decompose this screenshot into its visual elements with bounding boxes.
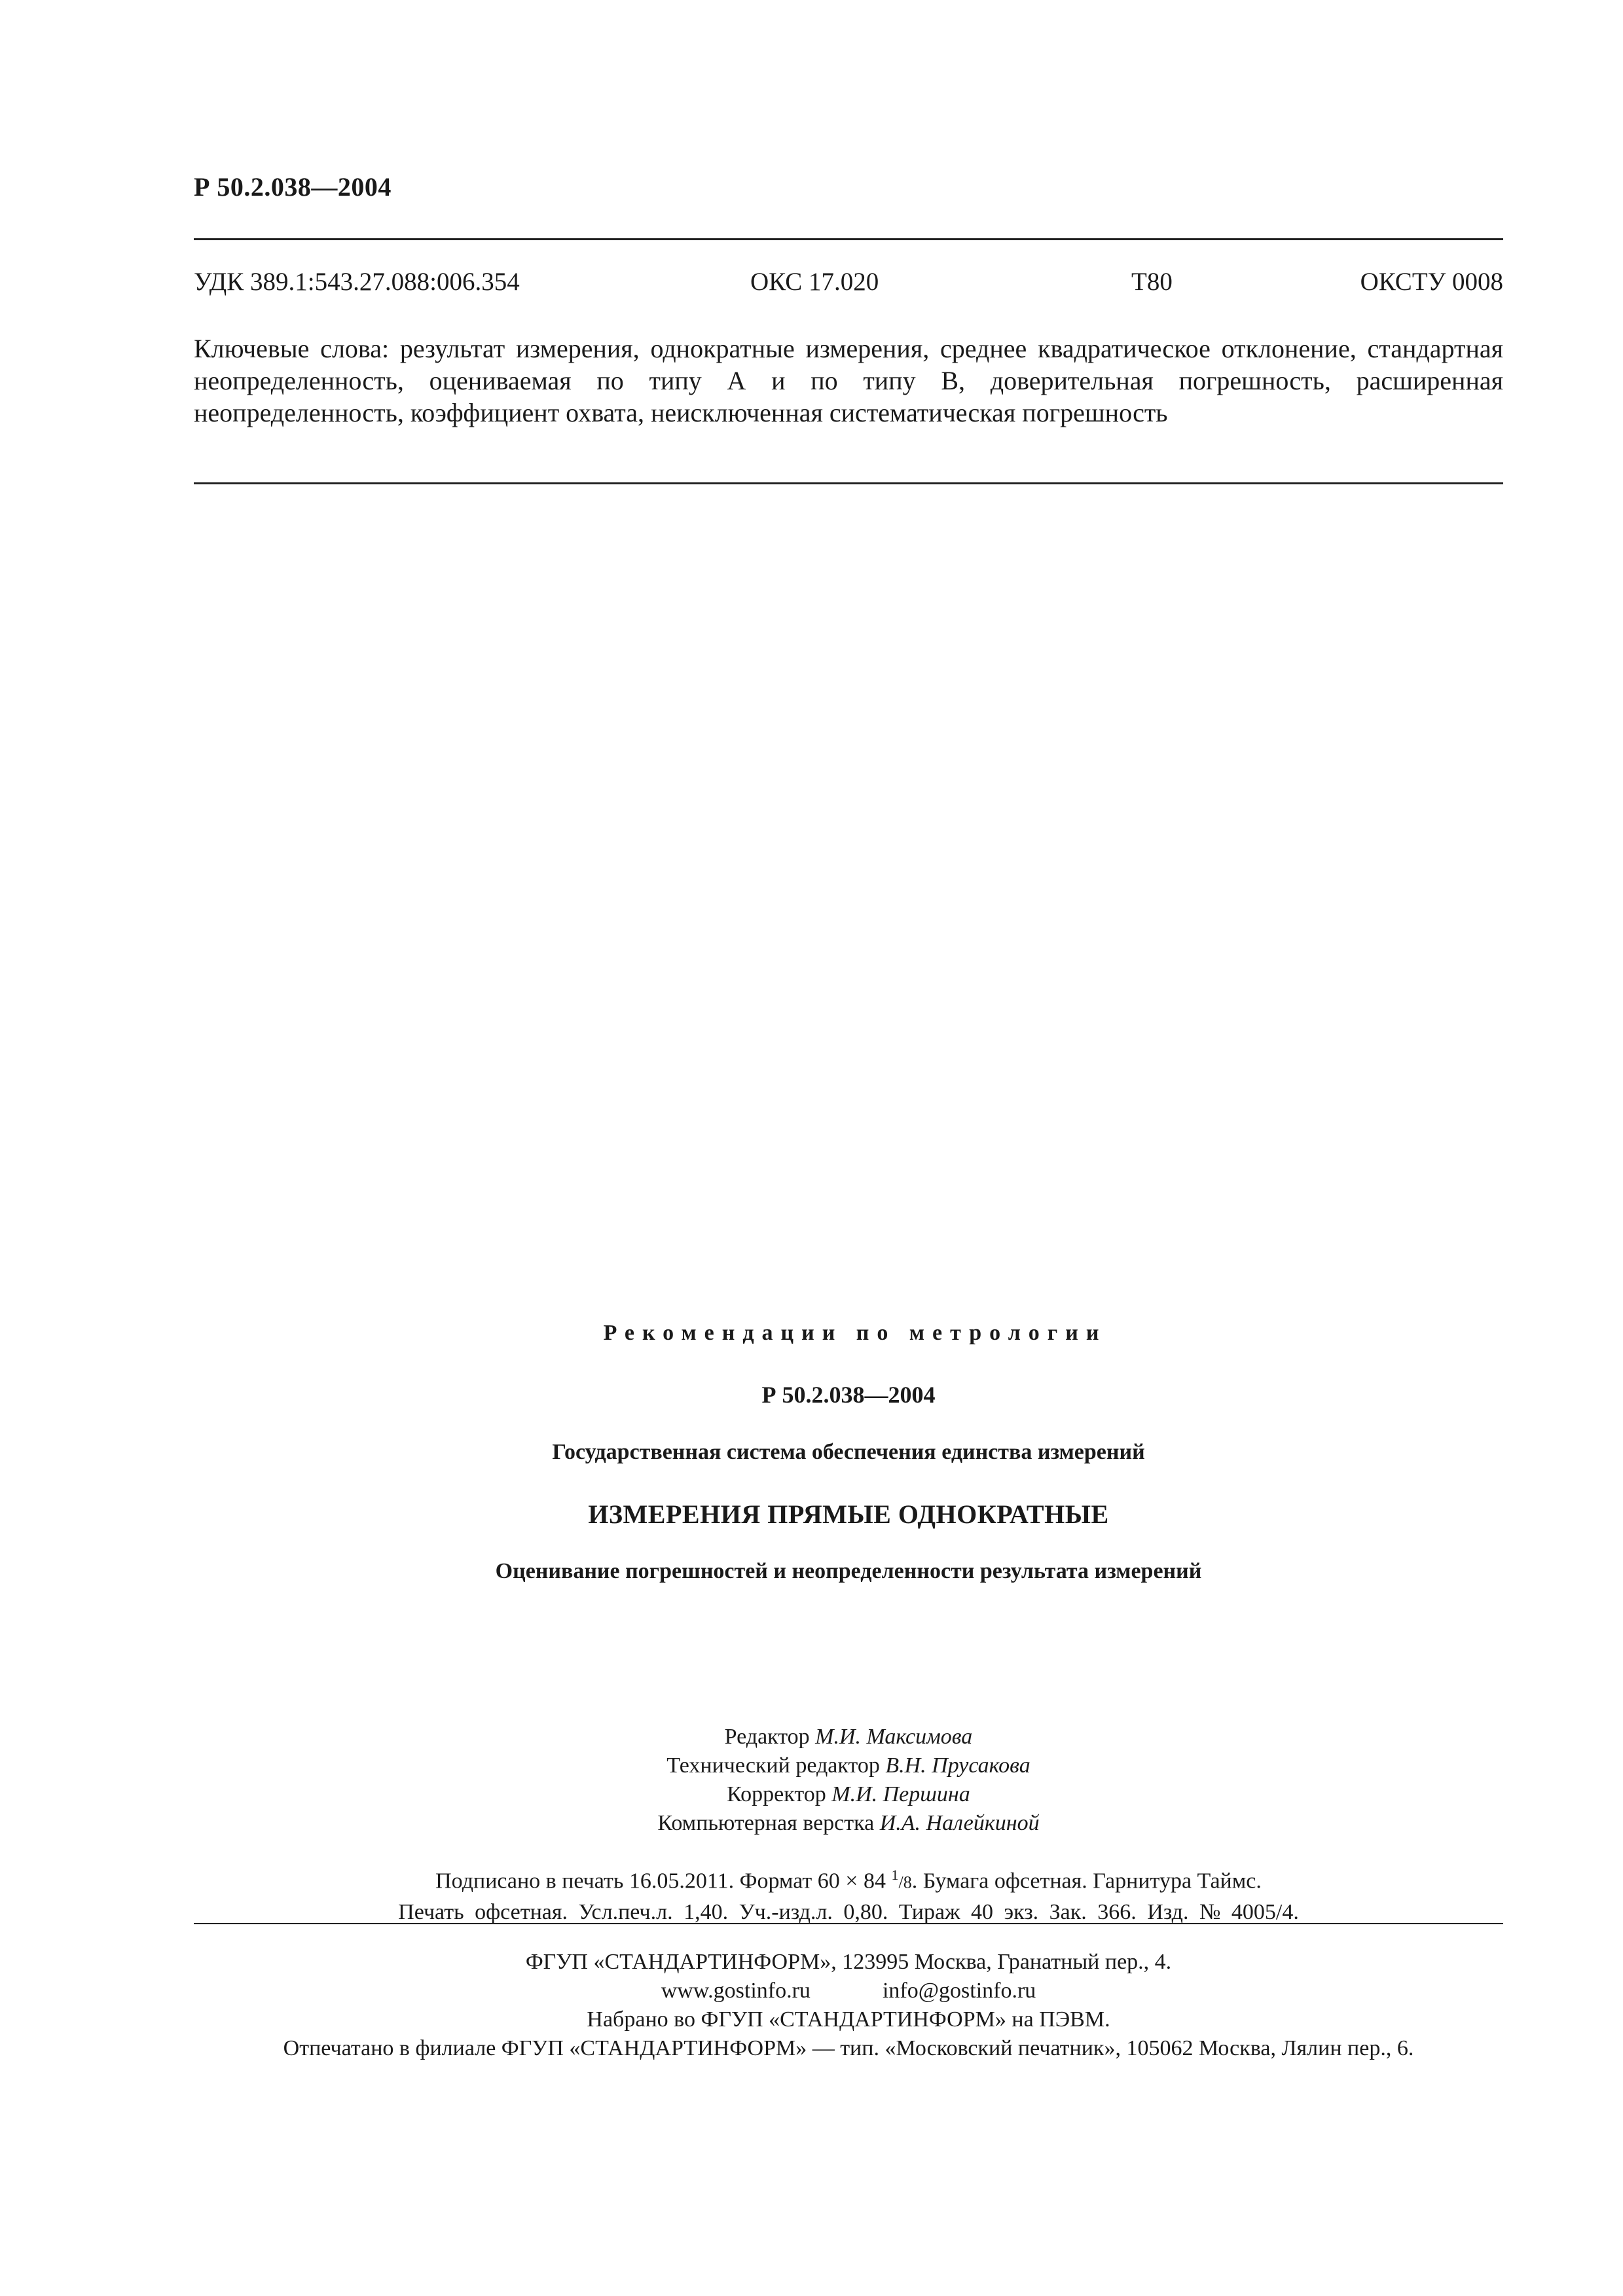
print-info-line1-b: . Бумага офсетная. Гарнитура Таймс. (911, 1869, 1262, 1893)
tech-editor-line (194, 1751, 1503, 1780)
series-title: Рекомендации по метрологии (603, 1321, 1107, 1345)
publisher-address: ФГУП «СТАНДАРТИНФОРМ», 123995 Москва, Гранатный пер., 4. (525, 1950, 1172, 1974)
publisher-contacts (194, 1977, 1503, 2005)
publisher-divider (194, 1923, 1503, 1924)
tech-editor-role: Технический редактор (666, 1753, 880, 1778)
credits-block (194, 1723, 1503, 1838)
format-fraction-denominator: /8 (898, 1873, 912, 1892)
print-info-line2: Печать офсетная. Усл.печ.л. 1,40. Уч.-изд.л. 0,80. Тираж 40 экз. Зак. 366. Изд. № 4005/4. (398, 1900, 1299, 1925)
imprint-code: Р 50.2.038—2004 (761, 1382, 936, 1408)
document-code: Р 50.2.038—2004 (194, 172, 392, 202)
group-code: Т80 (1131, 268, 1173, 296)
udk-code: УДК 389.1:543.27.088:006.354 (194, 268, 520, 296)
printed-note: Отпечатано в филиале ФГУП «СТАНДАРТИНФОРМ» — тип. «Московский печатник», 105062 Москва, Лялин пер., 6. (283, 2036, 1414, 2060)
publisher-block (194, 1948, 1503, 2063)
top-divider (194, 238, 1503, 240)
corrector-line (194, 1780, 1503, 1809)
keywords-paragraph: Ключевые слова: результат измерения, однократные измерения, среднее квадратическое отклонение, стандартная неопределенность, оцениваемая по типу А и по типу В, доверительная погрешность, расширенная неопределенность, коэффициент охвата, неисключенная систематическая погрешность (194, 334, 1503, 427)
format-fraction-numerator: 1 (891, 1867, 899, 1883)
publisher-website: www.gostinfo.ru (661, 1979, 811, 2003)
tech-editor-name: В.Н. Прусакова (885, 1753, 1030, 1778)
print-info-line1 (194, 1860, 1503, 1897)
editor-line (194, 1723, 1503, 1751)
layout-name: И.А. Налейкиной (879, 1811, 1040, 1835)
keywords-divider (194, 482, 1503, 484)
system-title: Государственная система обеспечения единства измерений (552, 1440, 1145, 1464)
classification-row (194, 267, 1503, 301)
layout-line (194, 1809, 1503, 1838)
subtitle: Оценивание погрешностей и неопределенности результата измерений (495, 1559, 1202, 1583)
publisher-email: info@gostinfo.ru (882, 1979, 1036, 2003)
typeset-note: Набрано во ФГУП «СТАНДАРТИНФОРМ» на ПЭВМ. (587, 2007, 1110, 2032)
corrector-name: М.И. Першина (831, 1782, 970, 1806)
okstu-code: ОКСТУ 0008 (1360, 268, 1503, 296)
editor-name: М.И. Максимова (815, 1725, 973, 1749)
layout-role: Компьютерная верстка (657, 1811, 875, 1835)
main-title: ИЗМЕРЕНИЯ ПРЯМЫЕ ОДНОКРАТНЫЕ (588, 1499, 1109, 1529)
oks-code: ОКС 17.020 (750, 268, 879, 296)
corrector-role: Корректор (727, 1782, 826, 1806)
print-info (194, 1860, 1503, 1928)
print-info-line1-a: Подписано в печать 16.05.2011. Формат 60 × 84 (435, 1869, 892, 1893)
editor-role: Редактор (724, 1725, 810, 1749)
